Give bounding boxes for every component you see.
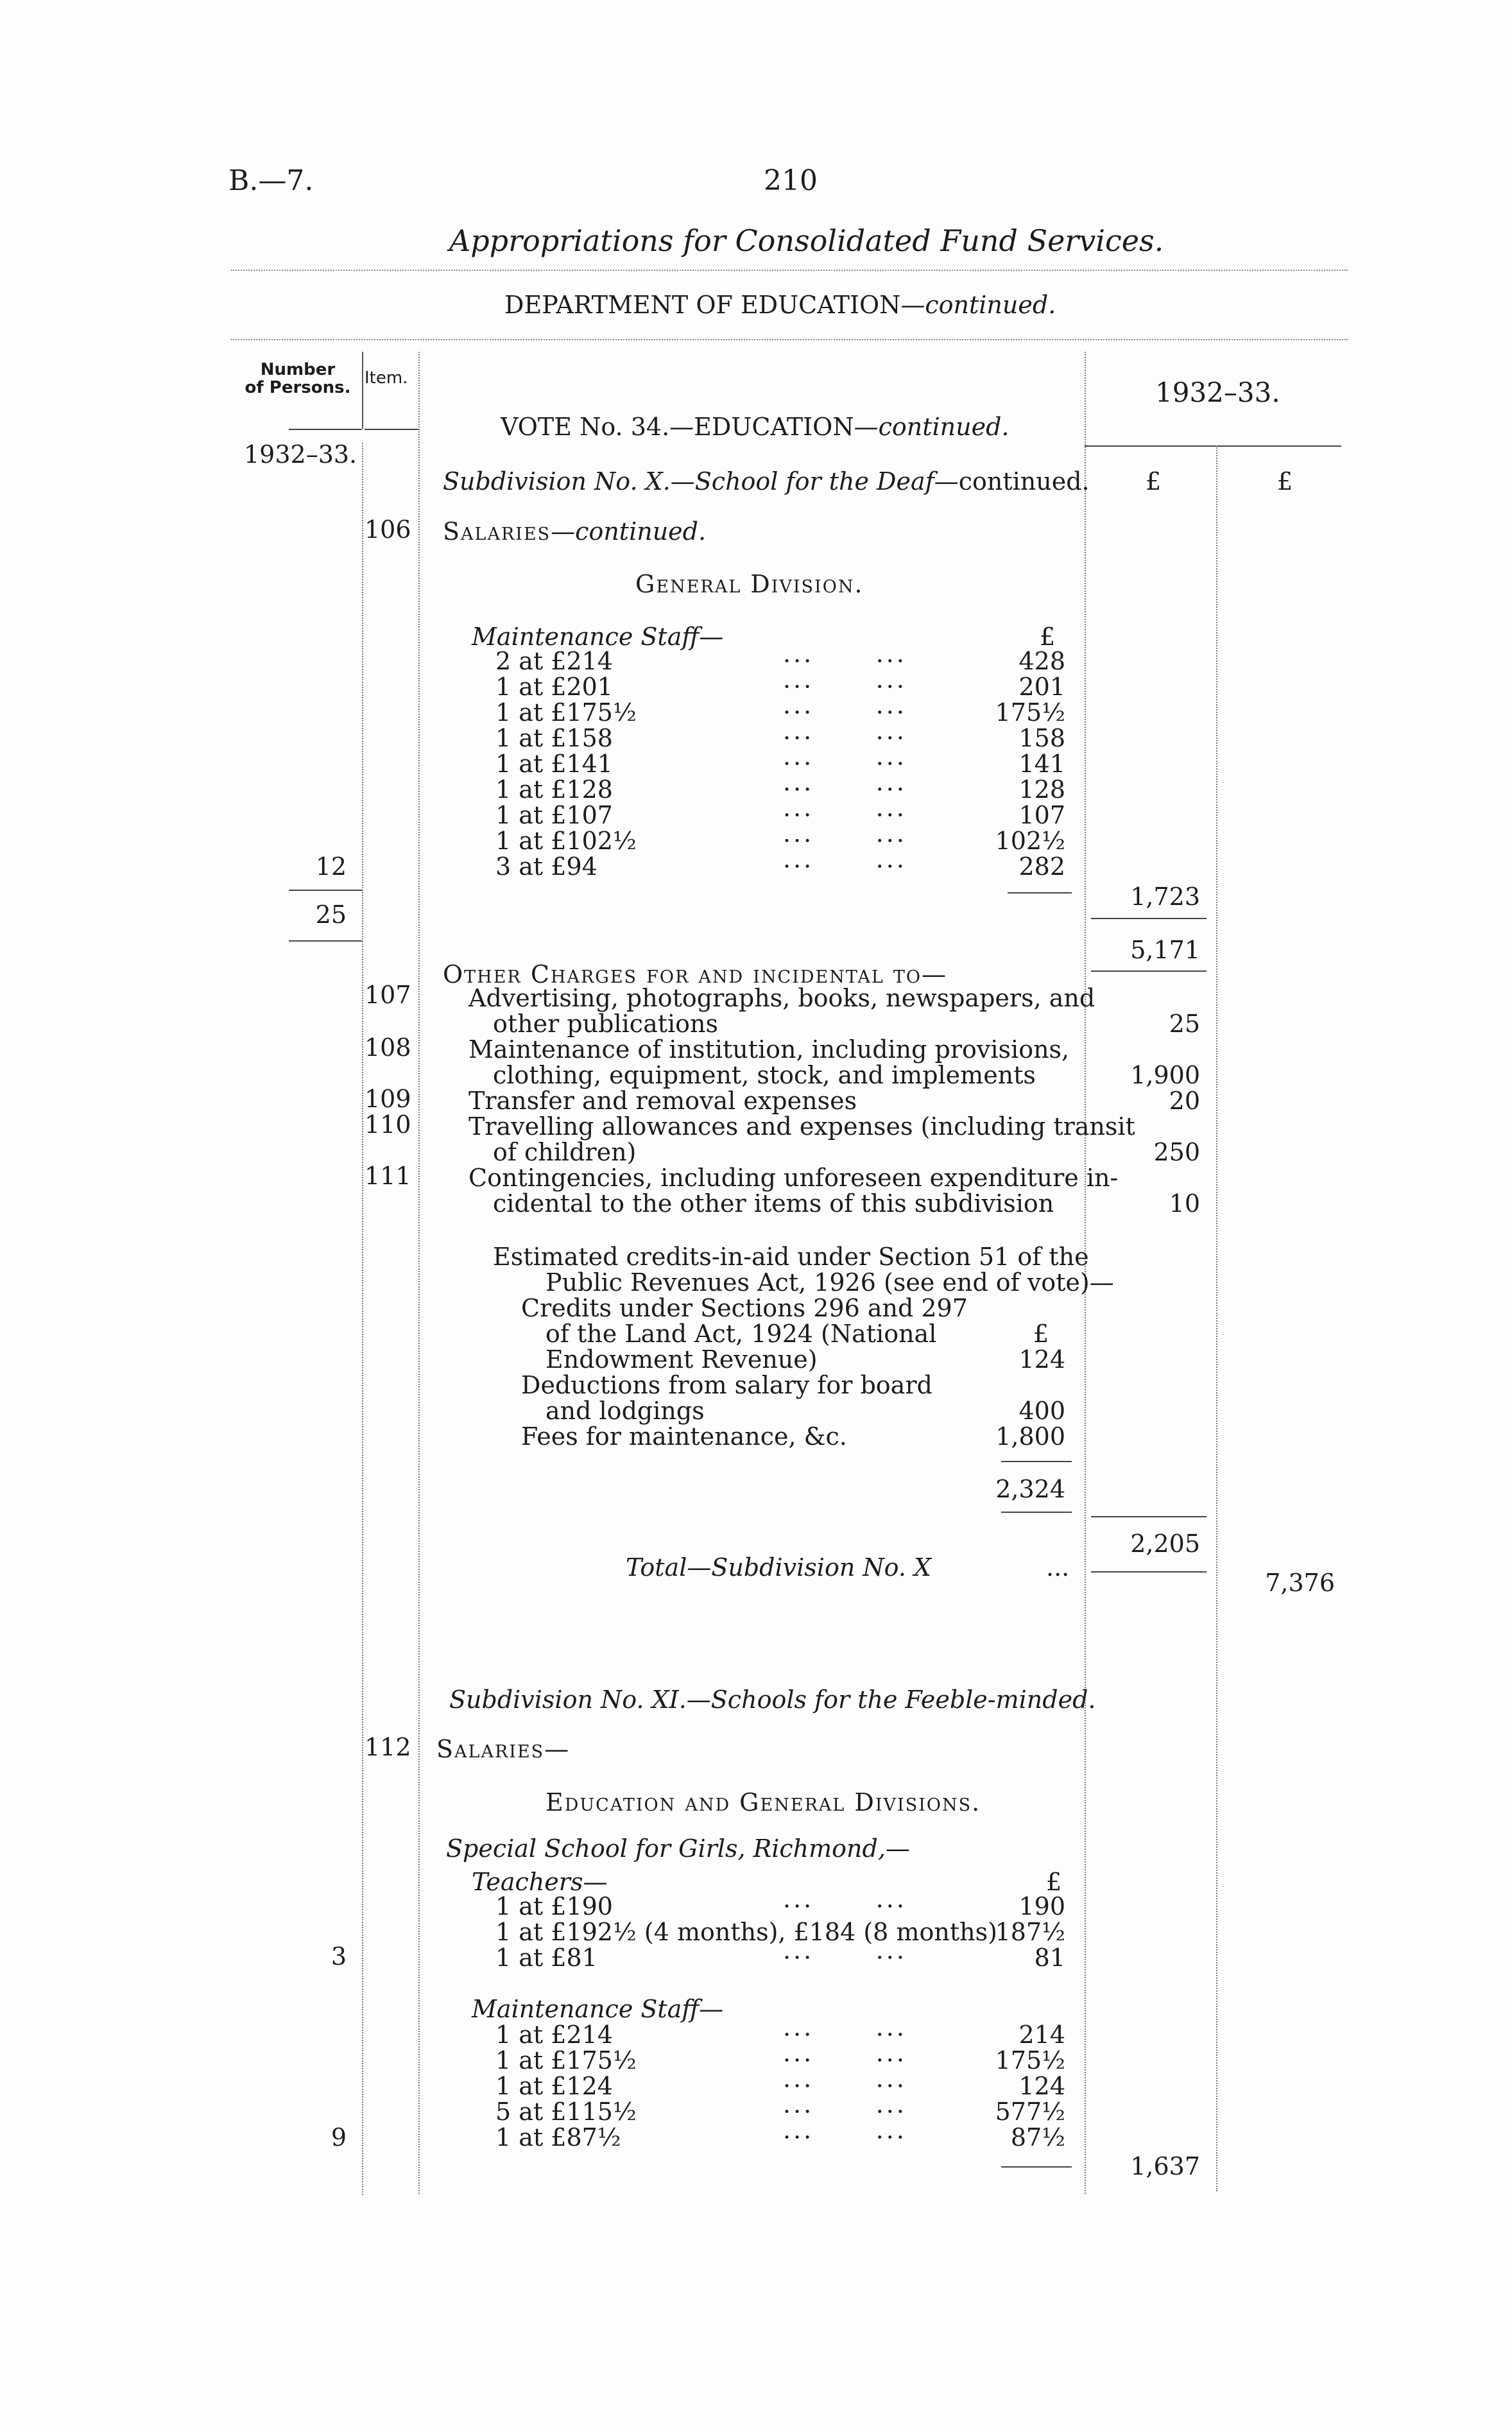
staff-line-label: 1 at £102½ bbox=[495, 827, 637, 855]
education-general-divisions-heading: Education and General Divisions. bbox=[546, 1788, 981, 1816]
salaries-subtotal: 1,637 bbox=[1130, 2152, 1200, 2180]
staff-line-label: 1 at £158 bbox=[495, 724, 613, 752]
persons-count: 3 bbox=[331, 1942, 347, 1971]
persons-column-header: Number of Persons. bbox=[245, 360, 351, 397]
staff-line-amount: 214 bbox=[1018, 2021, 1065, 2049]
column-divider bbox=[362, 443, 363, 2195]
other-charges-total: 2,205 bbox=[1130, 1530, 1200, 1558]
credits-line: Endowment Revenue) bbox=[546, 1345, 818, 1374]
subdivision-x-title: Subdivision No. X.—School for the Deaf—continued. bbox=[443, 467, 1090, 496]
vote-heading: VOTE No. 34.—EDUCATION—continued. bbox=[501, 413, 1009, 441]
pound-sign: £ bbox=[1046, 1868, 1062, 1896]
charge-label: Travelling allowances and expenses (including transit bbox=[468, 1112, 1135, 1141]
title-rule bbox=[231, 270, 1348, 271]
teacher-line-label: 1 at £81 bbox=[495, 1944, 597, 1972]
charge-label-cont: clothing, equipment, stock, and implements bbox=[493, 1061, 1036, 1089]
header-left-rule bbox=[289, 429, 362, 430]
charge-label: Contingencies, including unforeseen expenditure in- bbox=[468, 1164, 1119, 1192]
item-number: 106 bbox=[365, 515, 411, 544]
pound-column-2: £ bbox=[1277, 467, 1293, 496]
subdivision-x-total-label: Total—Subdivision No. X bbox=[626, 1553, 932, 1582]
credits-line: Credits under Sections 296 and 297 bbox=[521, 1294, 968, 1322]
pound-sign: £ bbox=[1040, 623, 1056, 651]
header-top-rule bbox=[231, 339, 1348, 340]
salaries-heading: Salaries—continued. bbox=[443, 517, 707, 546]
staff-line-amount: 141 bbox=[1018, 750, 1065, 778]
charge-label-cont: of children) bbox=[493, 1138, 637, 1166]
staff-line-amount: 282 bbox=[1018, 852, 1065, 881]
item-column-header: Item. bbox=[365, 368, 408, 388]
general-division-heading: General Division. bbox=[635, 570, 864, 598]
header-item-rule bbox=[365, 429, 418, 430]
charge-label-cont: other publications bbox=[493, 1010, 718, 1038]
sum-rule bbox=[1008, 892, 1072, 893]
charge-label: Transfer and removal expenses bbox=[468, 1087, 857, 1115]
column-divider bbox=[362, 352, 363, 429]
charge-amount: 10 bbox=[1169, 1189, 1200, 1218]
credits-line: Estimated credits-in-aid under Section 51 of the bbox=[493, 1243, 1089, 1271]
staff-line-label: 1 at £124 bbox=[495, 2072, 613, 2100]
salaries-subtotal: 1,723 bbox=[1130, 883, 1200, 911]
staff-line-amount: 175½ bbox=[995, 698, 1065, 727]
other-charges-heading: Other Charges for and incidental to— bbox=[443, 960, 948, 988]
sum-rule bbox=[1091, 918, 1207, 919]
item-number: 110 bbox=[365, 1110, 411, 1139]
staff-line-label: 1 at £128 bbox=[495, 775, 613, 804]
teacher-line-amount: 190 bbox=[1018, 1892, 1065, 1920]
staff-line-amount: 128 bbox=[1018, 775, 1065, 804]
page-number: 210 bbox=[764, 164, 818, 197]
teachers-heading: Teachers— bbox=[472, 1868, 608, 1896]
sum-rule bbox=[1091, 1571, 1207, 1573]
staff-line-label: 3 at £94 bbox=[495, 852, 597, 881]
staff-line-amount: 158 bbox=[1018, 724, 1065, 752]
credits-total: 2,324 bbox=[995, 1475, 1065, 1503]
charge-amount: 250 bbox=[1153, 1138, 1200, 1166]
maintenance-staff-heading: Maintenance Staff— bbox=[472, 623, 724, 651]
credits-line: Public Revenues Act, 1926 (see end of vote)— bbox=[546, 1268, 1114, 1297]
staff-line-label: 2 at £214 bbox=[495, 647, 613, 675]
credits-line: and lodgings bbox=[546, 1397, 705, 1425]
sum-rule bbox=[1091, 1516, 1207, 1517]
sum-rule bbox=[1091, 970, 1207, 972]
charge-label-cont: cidental to the other items of this subdivision bbox=[493, 1189, 1054, 1218]
persons-count: 9 bbox=[331, 2123, 347, 2152]
persons-rule bbox=[289, 890, 362, 891]
year-column-header: 1932–33. bbox=[1155, 377, 1280, 408]
maintenance-staff-heading: Maintenance Staff— bbox=[472, 1995, 724, 2023]
leader-dots: ··· ··· bbox=[783, 1892, 907, 1920]
charge-label: Advertising, photographs, books, newspapers, and bbox=[468, 984, 1095, 1012]
leader-dots: ··· ··· bbox=[783, 1944, 907, 1972]
credits-line: Deductions from salary for board bbox=[521, 1371, 932, 1399]
staff-line-amount: 87½ bbox=[1010, 2123, 1065, 2152]
staff-line-amount: 175½ bbox=[995, 2046, 1065, 2074]
staff-line-label: 1 at £214 bbox=[495, 2021, 613, 2049]
persons-rule bbox=[289, 940, 362, 942]
page-reference: B.—7. bbox=[228, 164, 314, 197]
teacher-line-amount: 187½ bbox=[995, 1918, 1065, 1946]
school-heading: Special School for Girls, Richmond,— bbox=[446, 1834, 910, 1863]
credits-line: of the Land Act, 1924 (National bbox=[546, 1320, 937, 1348]
staff-line-amount: 107 bbox=[1018, 801, 1065, 829]
department-heading: DEPARTMENT OF EDUCATION—continued. bbox=[504, 291, 1056, 319]
staff-line-amount: 124 bbox=[1018, 2072, 1065, 2100]
salaries-total: 5,171 bbox=[1130, 936, 1200, 964]
credits-amount: 1,800 bbox=[995, 1422, 1065, 1451]
staff-line-label: 5 at £115½ bbox=[495, 2098, 637, 2126]
subdivision-xi-title: Subdivision No. XI.—Schools for the Feeble-minded. bbox=[449, 1686, 1096, 1714]
credits-amount: 124 bbox=[1018, 1345, 1065, 1374]
staff-line-label: 1 at £175½ bbox=[495, 698, 637, 727]
subdivision-x-total: 7,376 bbox=[1265, 1569, 1335, 1597]
credits-amount: 400 bbox=[1018, 1397, 1065, 1425]
column-divider bbox=[418, 352, 420, 2194]
sum-rule bbox=[1001, 1461, 1072, 1462]
staff-line-amount: 428 bbox=[1018, 647, 1065, 675]
staff-line-amount: 102½ bbox=[995, 827, 1065, 855]
teacher-line-label: 1 at £192½ (4 months), £184 (8 months) bbox=[495, 1918, 997, 1946]
leader-dots: ··· ··· ··· ··· ··· ··· ··· ··· ··· ··· ··· ··· ··· ··· ··· ··· ··· ··· bbox=[783, 647, 907, 881]
item-number: 108 bbox=[365, 1033, 411, 1062]
staff-line-amount: 577½ bbox=[995, 2098, 1065, 2126]
sum-rule bbox=[1001, 2166, 1072, 2168]
year-left-header: 1932–33. bbox=[244, 440, 357, 469]
charge-label: Maintenance of institution, including provisions, bbox=[468, 1035, 1070, 1064]
item-number: 109 bbox=[365, 1085, 411, 1113]
item-number: 107 bbox=[365, 981, 411, 1009]
credits-line: Fees for maintenance, &c. bbox=[521, 1422, 847, 1451]
staff-line-label: 1 at £141 bbox=[495, 750, 613, 778]
persons-total: 25 bbox=[315, 901, 347, 929]
staff-line-label: 1 at £107 bbox=[495, 801, 613, 829]
pound-sign: £ bbox=[1033, 1320, 1049, 1348]
salaries-heading: Salaries— bbox=[436, 1735, 571, 1763]
teacher-line-amount: 81 bbox=[1034, 1944, 1065, 1972]
item-number: 111 bbox=[365, 1162, 411, 1190]
teacher-line-label: 1 at £190 bbox=[495, 1892, 613, 1920]
leader-dots: ... bbox=[1046, 1553, 1070, 1582]
charge-amount: 1,900 bbox=[1130, 1061, 1200, 1089]
column-divider bbox=[1216, 445, 1217, 2191]
leader-dots: ··· ··· ··· ··· ··· ··· ··· ··· ··· ··· bbox=[783, 2021, 907, 2152]
sum-rule bbox=[1001, 1512, 1072, 1513]
page-title: Appropriations for Consolidated Fund Services. bbox=[449, 223, 1164, 258]
item-number: 112 bbox=[365, 1733, 411, 1761]
pound-column-1: £ bbox=[1146, 467, 1162, 496]
staff-line-label: 1 at £175½ bbox=[495, 2046, 637, 2074]
persons-count: 12 bbox=[315, 852, 347, 881]
charge-amount: 20 bbox=[1169, 1087, 1200, 1115]
header-right-rule bbox=[1085, 445, 1341, 447]
staff-line-label: 1 at £87½ bbox=[495, 2123, 621, 2152]
staff-line-label: 1 at £201 bbox=[495, 673, 613, 701]
charge-amount: 25 bbox=[1169, 1010, 1200, 1038]
staff-line-amount: 201 bbox=[1018, 673, 1065, 701]
